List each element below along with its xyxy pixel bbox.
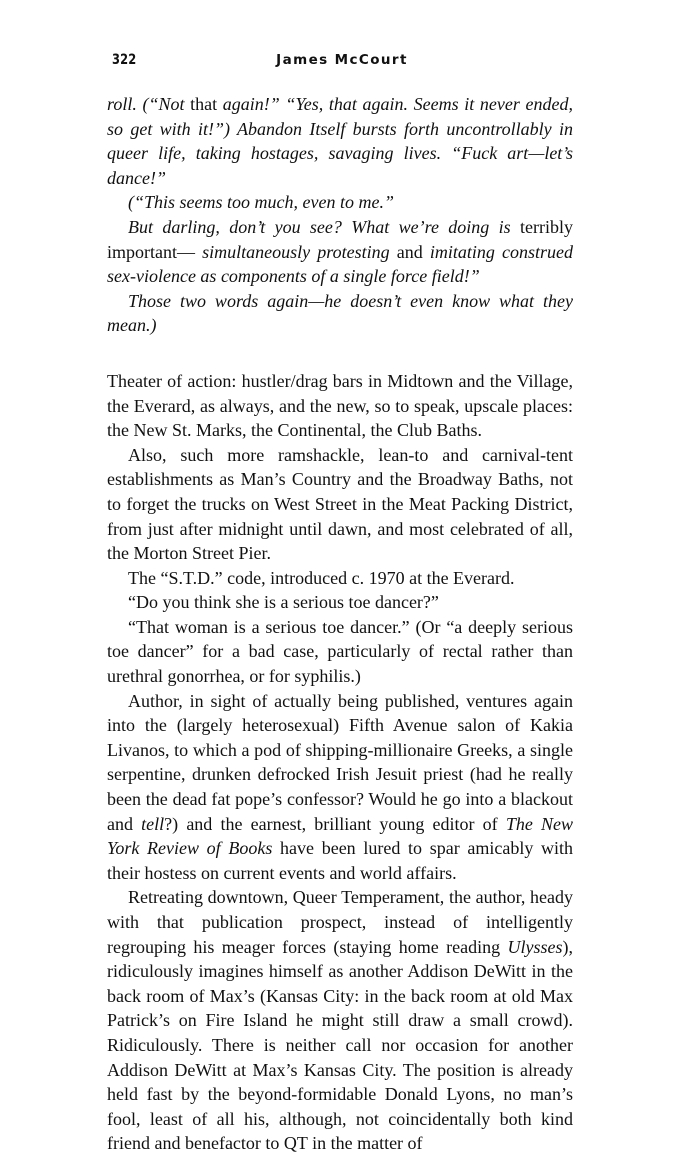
paragraph-6: Author, in sight of actually being published, ventures again into the (largely heterosexual) Fifth Avenue salon of Kakia Livanos, to which a pod of shipping-millionaire Greeks, a single serpentine, drunken defrocked Irish Jesuit priest (had he really been the dead fat pope’s confessor? Would he go into a blackout and tell?) and the earnest, brilliant young editor of The New York Review of Books have been lured to spar amicably with their hostess on current events and world affairs.	[107, 690, 574, 883]
italic-paragraph-1: roll. (“Not that again!” “Yes, that again. Seems it never ended, so get with it!”) Abandon Itself bursts forth uncontrollably in queer life, taking hostages, savaging lives. “Fuck art—let’s dance!”	[107, 94, 574, 188]
paragraph-4: “Do you think she is a serious toe dancer?”	[128, 592, 439, 613]
running-head: James McCourt	[276, 52, 408, 68]
page-number: 322	[112, 52, 137, 68]
page-body	[107, 92, 573, 1156]
paragraph-7: Retreating downtown, Queer Temperament, the author, heady with that publication prospect, instead of intelligently regrouping his meager forces (staying home reading Ulysses), ridiculously imagines himself as another Addison DeWitt in the back room of Max’s (Kansas City: in the back room at old Max Patrick’s on Fire Island he might still draw a small crowd). Ridiculously. There is neither call nor occasion for another Addison DeWitt at Max’s Kansas City. The position is already held fast by the beyond-formidable Donald Lyons, no man’s fool, least of all his, although, not coincidentally both kind friend and benefactor to QT in the matter of	[107, 887, 573, 1154]
paragraph-3: The “S.T.D.” code, introduced c. 1970 at the Everard.	[128, 567, 515, 588]
italic-paragraph-4: Those two words again—he doesn’t even know what they mean.)	[107, 290, 573, 336]
paragraph-1: Theater of action: hustler/drag bars in Midtown and the Village, the Everard, as always, and the new, so to speak, upscale places: the New St. Marks, the Continental, the Club Baths.	[107, 370, 573, 441]
italic-paragraph-2: (“This seems too much, even to me.”	[128, 192, 394, 213]
italic-paragraph-3: But darling, don’t you see? What we’re doing is terribly important— simultaneously protesting and imitating construed sex-violence as components of a single force field!”	[107, 216, 574, 287]
page-header	[112, 52, 572, 74]
section-break	[107, 338, 573, 369]
paragraph-5: “That woman is a serious toe dancer.” (Or “a deeply serious toe dancer” for a bad case, particularly of rectal rather than urethral gonorrhea, or for syphilis.)	[107, 616, 573, 687]
paragraph-2: Also, such more ramshackle, lean-to and carnival-tent establishments as Man’s Country and the Broadway Baths, not to forget the trucks on West Street in the Meat Packing District, from just after midnight until dawn, and most celebrated of all, the Morton Street Pier.	[107, 444, 573, 564]
